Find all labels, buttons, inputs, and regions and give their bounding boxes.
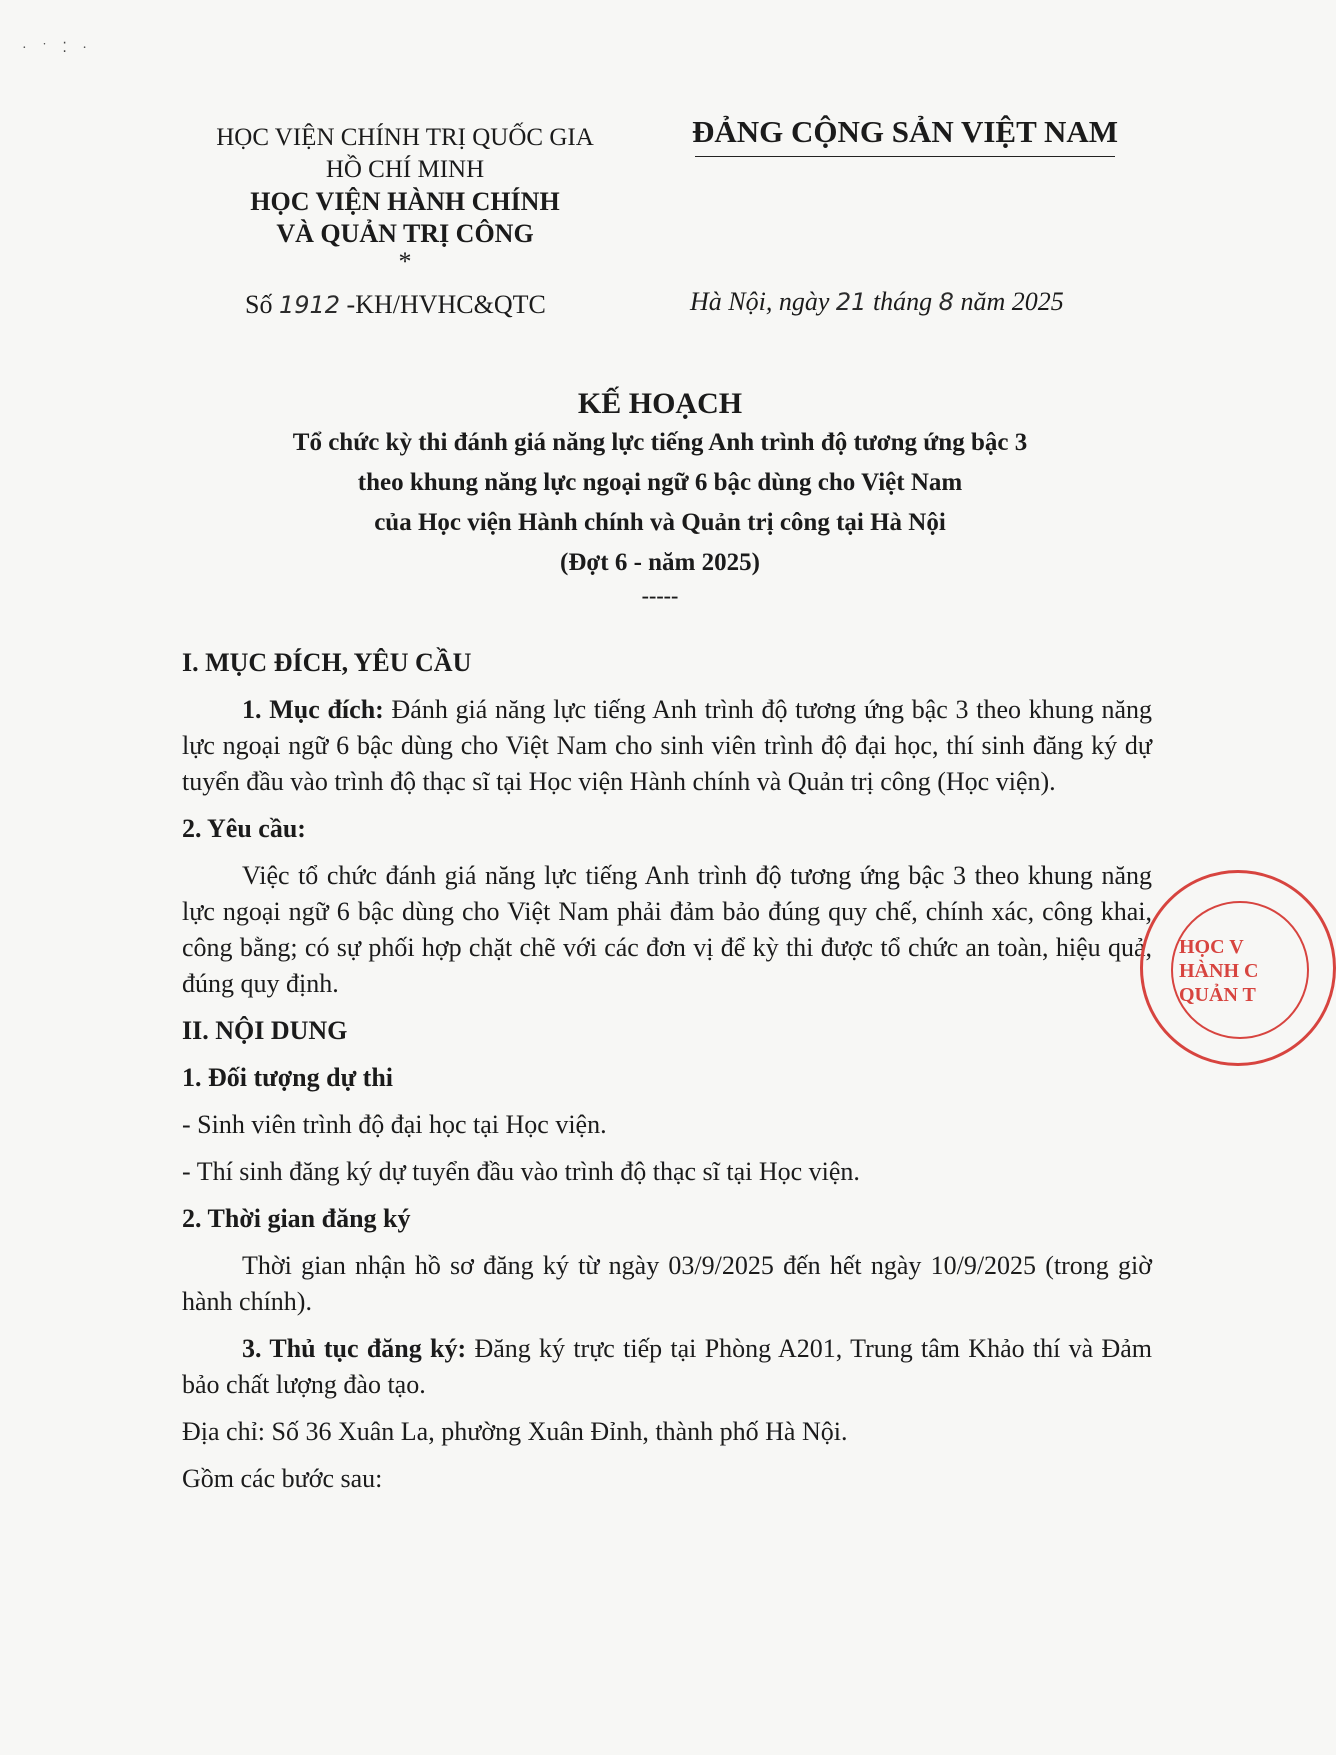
- subject-item-1: - Sinh viên trình độ đại học tại Học viện.: [182, 1110, 607, 1139]
- title-line-2: theo khung năng lực ngoại ngữ 6 bậc dùng cho Việt Nam: [357, 469, 963, 496]
- seal-text: [1179, 935, 1258, 1007]
- document-title: [140, 385, 1180, 609]
- date-month-label: tháng: [872, 287, 933, 316]
- org-line-4: VÀ QUẢN TRỊ CÔNG: [276, 219, 534, 248]
- address-text: Địa chỉ: Số 36 Xuân La, phường Xuân Đỉnh, thành phố Hà Nội.: [182, 1417, 848, 1446]
- party-underline: [695, 156, 1115, 157]
- seal-line-2: HÀNH C: [1179, 960, 1259, 982]
- official-seal: [1140, 870, 1336, 1066]
- document-body: [182, 645, 1152, 1497]
- document-date: [690, 287, 1064, 317]
- requirement-text: Việc tổ chức đánh giá năng lực tiếng Anh trình độ tương ứng bậc 3 theo khung năng lực ngoại ngữ 6 bậc dùng cho Việt Nam phải đảm bảo đúng quy chế, chính xác, công khai, công bằng; có sự phối hợp chặt chẽ với các đơn vị để kỳ thi được tổ chức an toàn, hiệu quả, đúng quy định.: [182, 861, 1152, 998]
- title-line-4: (Đợt 6 - năm 2025): [560, 549, 760, 576]
- title-separator: -----: [641, 583, 679, 608]
- registration-time-label: 2. Thời gian đăng ký: [182, 1204, 411, 1233]
- party-name: ĐẢNG CỘNG SẢN VIỆT NAM: [691, 114, 1118, 149]
- title-heading: KẾ HOẠCH: [577, 387, 743, 420]
- section-2-title: II. NỘI DUNG: [182, 1016, 348, 1045]
- doc-no-suffix: -KH/HVHC&QTC: [346, 290, 546, 319]
- title-line-1: Tổ chức kỳ thi đánh giá năng lực tiếng Anh trình độ tương ứng bậc 3: [292, 429, 1028, 456]
- party-header: [690, 114, 1120, 157]
- seal-line-1: HỌC V: [1179, 936, 1244, 958]
- subject-item-2: - Thí sinh đăng ký dự tuyển đầu vào trình độ thạc sĩ tại Học viện.: [182, 1157, 860, 1186]
- title-line-3: của Học viện Hành chính và Quản trị công tại Hà Nội: [374, 509, 946, 536]
- date-day-handwritten: 21: [835, 288, 867, 316]
- purpose-label: 1. Mục đích:: [242, 695, 384, 724]
- subject-label: 1. Đối tượng dự thi: [182, 1063, 394, 1092]
- section-1-title: I. MỤC ĐÍCH, YÊU CẦU: [182, 648, 472, 677]
- seal-line-3: QUẢN T: [1179, 984, 1256, 1006]
- procedure-text: Đăng ký trực tiếp tại Phòng A201, Trung tâm Khảo thí và Đảm bảo chất lượng đào tạo.: [182, 1334, 1153, 1399]
- registration-procedure: [182, 1331, 1152, 1403]
- registration-time-text: Thời gian nhận hồ sơ đăng ký từ ngày 03/9/2025 đến hết ngày 10/9/2025 (trong giờ hành chính).: [182, 1251, 1152, 1316]
- issuing-organization: [180, 122, 630, 274]
- steps-intro: Gồm các bước sau:: [182, 1464, 383, 1493]
- org-line-3: HỌC VIỆN HÀNH CHÍNH: [250, 187, 560, 216]
- requirement-label: 2. Yêu cầu:: [182, 814, 306, 843]
- purpose-paragraph: [182, 692, 1152, 800]
- purpose-text: Đánh giá năng lực tiếng Anh trình độ tương ứng bậc 3 theo khung năng lực ngoại ngữ 6 bậc dùng cho Việt Nam cho sinh viên trình độ đại học, thí sinh đăng ký dự tuyển đầu vào trình độ thạc sĩ tại Học viện Hành chính và Quản trị công (Học viện).: [182, 695, 1152, 796]
- org-line-1: HỌC VIỆN CHÍNH TRỊ QUỐC GIA: [216, 124, 594, 151]
- date-month-handwritten: 8: [938, 288, 954, 316]
- document-number: [245, 290, 546, 320]
- date-place: Hà Nội, ngày: [690, 287, 830, 316]
- date-year: năm 2025: [960, 287, 1064, 316]
- org-star: *: [398, 247, 412, 276]
- procedure-label: 3. Thủ tục đăng ký:: [242, 1334, 467, 1363]
- doc-no-handwritten: 1912: [278, 291, 341, 319]
- scan-specks: · ˙ ⁚ ·: [22, 41, 93, 56]
- org-line-2: HỒ CHÍ MINH: [325, 156, 485, 183]
- doc-no-prefix: Số: [245, 290, 273, 319]
